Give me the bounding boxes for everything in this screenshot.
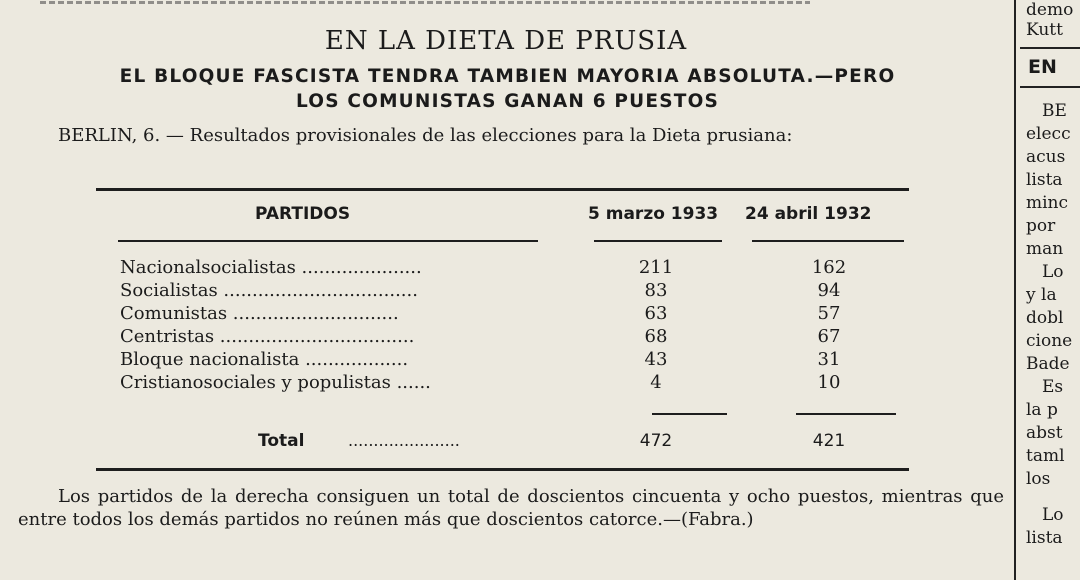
subtitle-line-1: EL BLOQUE FASCISTA TENDRA TAMBIEN MAYORIA ABSOLUTA.—PERO: [119, 66, 896, 87]
total-rule-col2: [796, 413, 896, 415]
header-rule-col2: [752, 240, 904, 242]
total-rule-col1: [652, 413, 727, 415]
side-text-line: BE: [1042, 101, 1067, 121]
side-text-line: Kutt: [1026, 20, 1063, 40]
table-row-party: Cristianosociales y populistas ......: [120, 372, 431, 393]
header-partidos: PARTIDOS: [255, 204, 351, 224]
table-row-value-1933: 4: [650, 372, 662, 393]
side-text-line: lista: [1026, 170, 1063, 190]
side-text-line: Es: [1042, 377, 1064, 397]
table-row-value-1932: 10: [817, 372, 841, 393]
side-text-line: la p: [1026, 400, 1058, 420]
table-top-rule: [96, 188, 909, 191]
side-text-line: Lo: [1042, 262, 1064, 282]
side-text-line: lista: [1026, 528, 1063, 548]
side-rule: [1020, 86, 1080, 88]
table-row-party: Centristas ..................................: [120, 326, 415, 347]
subtitle-line-2: LOS COMUNISTAS GANAN 6 PUESTOS: [295, 91, 720, 112]
table-row-value-1933: 63: [644, 303, 668, 324]
table-row-party: Comunistas .............................: [120, 303, 399, 324]
table-row-party: Bloque nacionalista ..................: [120, 349, 409, 370]
header-rule-col1: [594, 240, 722, 242]
total-dots: ......................: [348, 431, 460, 450]
article-lead-paragraph: BERLIN, 6. — Resultados provisionales de las elecciones para la Dieta prusiana:: [58, 125, 793, 146]
column-divider: [1014, 0, 1016, 580]
table-bottom-rule: [96, 468, 909, 471]
side-text-line: Bade: [1026, 354, 1070, 374]
article-subtitle: [10, 64, 1005, 114]
side-text-line: Lo: [1042, 505, 1064, 525]
table-row-value-1933: 68: [644, 326, 668, 347]
side-text-line: demo: [1026, 0, 1074, 20]
side-text-line: los: [1026, 469, 1051, 489]
side-text-line: abst: [1026, 423, 1063, 443]
side-text-line: por: [1026, 216, 1056, 236]
article-closing-paragraph: Los partidos de la derecha consiguen un total de doscientos cincuenta y ocho puestos, mientras que entre todos los demás partidos no reúnen más que doscientos catorce.—(Fabra.): [18, 486, 1004, 530]
total-label: Total: [258, 431, 305, 451]
table-row-value-1932: 57: [817, 303, 841, 324]
header-24-abril-1932: 24 abril 1932: [745, 204, 872, 224]
table-row-party: Nacionalsocialistas .....................: [120, 257, 422, 278]
total-value-1933: 472: [639, 431, 673, 451]
side-text-line: minc: [1026, 193, 1069, 213]
side-text-line: acus: [1026, 147, 1066, 167]
side-text-line: taml: [1026, 446, 1065, 466]
side-rule: [1020, 47, 1080, 49]
adjacent-article-column: [1020, 0, 1080, 580]
table-row-value-1933: 43: [644, 349, 668, 370]
side-text-line: dobl: [1026, 308, 1064, 328]
side-text-line: man: [1026, 239, 1064, 259]
table-row-value-1933: 211: [638, 257, 674, 278]
header-5-marzo-1933: 5 marzo 1933: [588, 204, 719, 224]
side-heading: EN: [1028, 56, 1057, 78]
table-row-value-1932: 31: [817, 349, 841, 370]
table-row-value-1932: 67: [817, 326, 841, 347]
table-row-value-1932: 162: [811, 257, 847, 278]
article-title: EN LA DIETA DE PRUSIA: [324, 26, 688, 56]
header-rule-party: [118, 240, 538, 242]
side-text-line: elecc: [1026, 124, 1071, 144]
table-row-party: Socialistas ..................................: [120, 280, 418, 301]
total-value-1932: 421: [812, 431, 846, 451]
side-text-line: cione: [1026, 331, 1073, 351]
side-text-line: y la: [1026, 285, 1057, 305]
table-row-value-1933: 83: [644, 280, 668, 301]
table-row-value-1932: 94: [817, 280, 841, 301]
